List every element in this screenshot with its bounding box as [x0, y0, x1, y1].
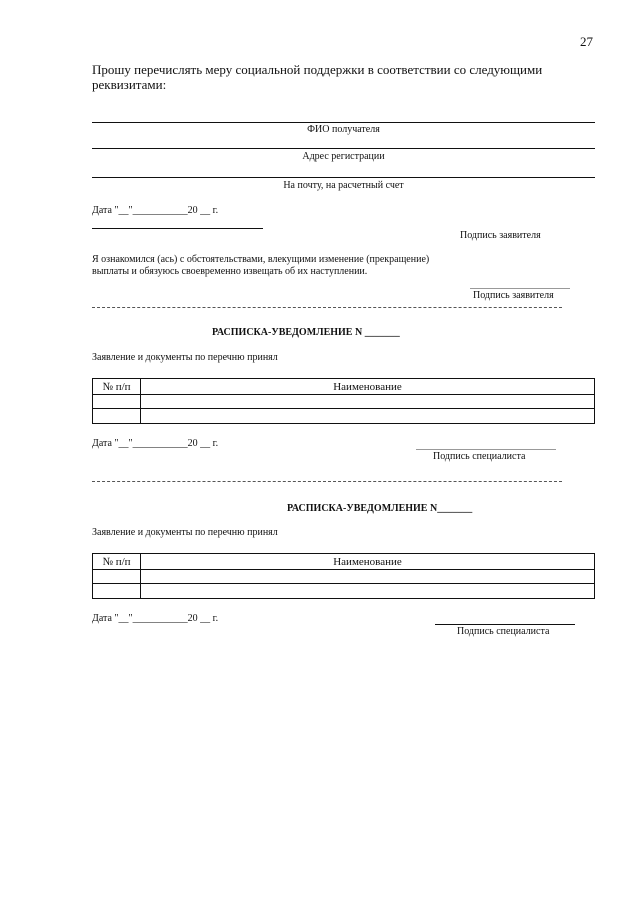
acknowledgement-signature-line[interactable]	[470, 288, 570, 289]
receipt-table-1	[92, 378, 595, 424]
field-caption-address: Адрес регистрации	[302, 151, 385, 162]
receipt-title-1: РАСПИСКА-УВЕДОМЛЕНИЕ N _______	[212, 327, 400, 338]
receipt-date-2: Дата "__"___________20 __ г.	[92, 613, 219, 624]
table-cell[interactable]	[93, 409, 141, 424]
receipt-accepted-1: Заявление и документы по перечню принял	[92, 352, 278, 363]
applicant-signature-line[interactable]	[92, 228, 263, 229]
intro-text: Прошу перечислять меру социальной поддержки в соответствии со следующими реквизитами:	[92, 62, 543, 92]
field-line-payment[interactable]	[92, 177, 595, 178]
receipt-date-1: Дата "__"___________20 __ г.	[92, 438, 219, 449]
acknowledgement-line-1: Я ознакомился (ась) с обстоятельствами, влекущими изменение (прекращение)	[92, 254, 430, 265]
field-line-name[interactable]	[92, 122, 595, 123]
receipt-table-2	[92, 553, 595, 599]
field-caption-name: ФИО получателя	[307, 124, 380, 135]
receipt-title-2: РАСПИСКА-УВЕДОМЛЕНИЕ N_______	[287, 503, 473, 514]
specialist-signature-line-2[interactable]	[435, 624, 575, 625]
table-cell[interactable]	[141, 584, 595, 599]
table-cell[interactable]	[93, 584, 141, 599]
acknowledgement-line-2: выплаты и обязуюсь своевременно извещать об их наступлении.	[92, 266, 368, 277]
table-cell[interactable]	[93, 570, 141, 584]
table-header-number: № п/п	[93, 554, 141, 570]
receipt-accepted-2: Заявление и документы по перечню принял	[92, 527, 278, 538]
table-cell[interactable]	[141, 570, 595, 584]
table-header-name: Наименование	[141, 554, 595, 570]
field-line-address[interactable]	[92, 148, 595, 149]
specialist-signature-label-1: Подпись специалиста	[433, 451, 526, 462]
cut-line-2	[92, 481, 562, 482]
field-caption-payment: На почту, на расчетный счет	[283, 180, 404, 191]
applicant-signature-label: Подпись заявителя	[460, 230, 541, 241]
table-cell[interactable]	[93, 395, 141, 409]
page-number: 27	[580, 34, 593, 49]
cut-line-1	[92, 307, 562, 308]
table-cell[interactable]	[141, 395, 595, 409]
specialist-signature-line-1[interactable]	[416, 449, 556, 450]
specialist-signature-label-2: Подпись специалиста	[457, 626, 550, 637]
table-cell[interactable]	[141, 409, 595, 424]
date-line: Дата "__"___________20 __ г.	[92, 205, 219, 216]
acknowledgement-signature-label: Подпись заявителя	[473, 290, 554, 301]
table-header-number: № п/п	[93, 379, 141, 395]
table-header-name: Наименование	[141, 379, 595, 395]
